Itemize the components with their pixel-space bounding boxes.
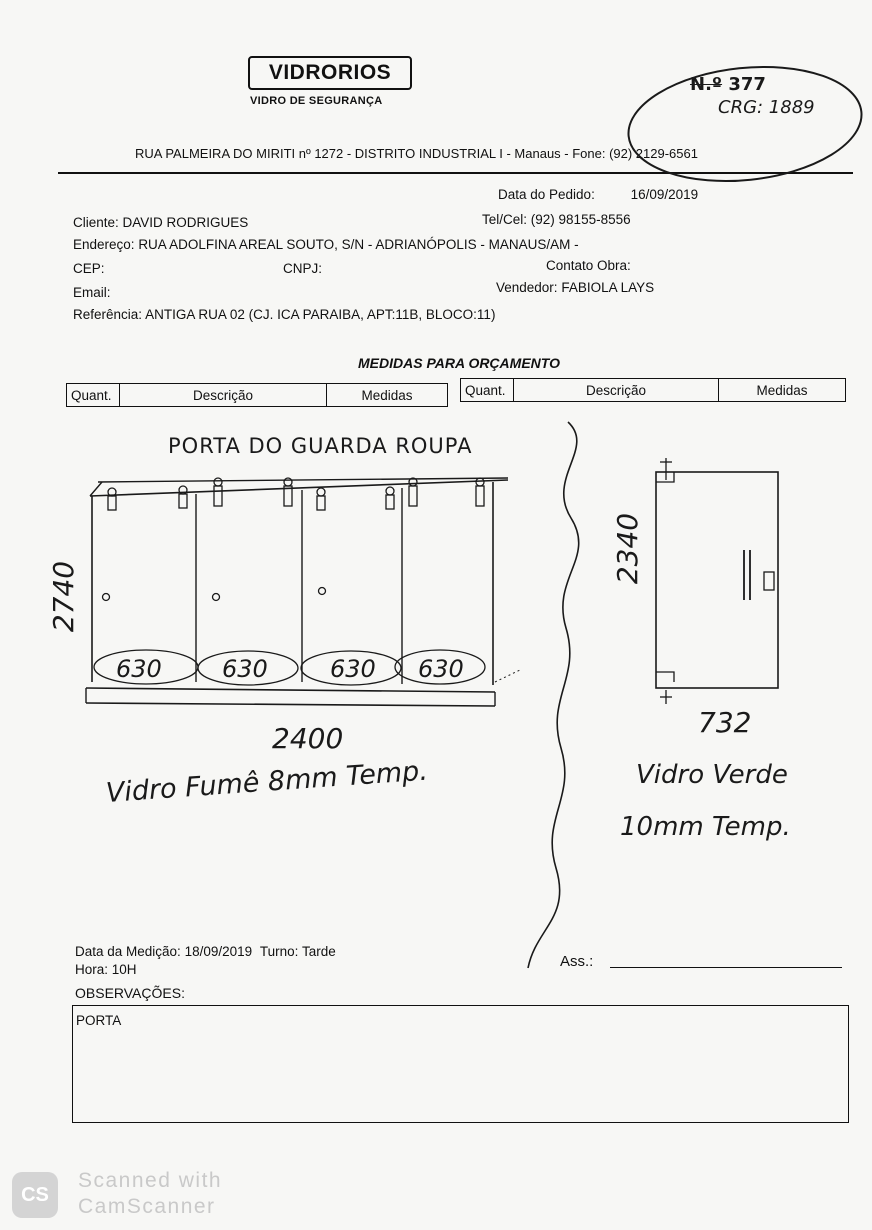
- panel-width-1: 630: [116, 655, 162, 683]
- sketch-left-height: 2740: [47, 560, 81, 633]
- order-number-label: N.º: [690, 74, 723, 95]
- table-header-right: [460, 378, 846, 402]
- observations-box[interactable]: [72, 1005, 849, 1123]
- observations-text: PORTA: [76, 1013, 122, 1028]
- hour-value: 10H: [111, 962, 137, 977]
- order-date-label: Data do Pedido:: [498, 187, 595, 202]
- observations-label: OBSERVAÇÕES:: [75, 985, 185, 1001]
- col-descricao-right: Descrição: [514, 379, 719, 402]
- reference-row: [73, 307, 495, 322]
- cep-label: CEP:: [73, 261, 105, 276]
- company-tagline: VIDRO DE SEGURANÇA: [250, 95, 383, 107]
- col-medidas-right: Medidas: [719, 379, 846, 402]
- reference-label: Referência:: [73, 307, 143, 322]
- client-value: DAVID RODRIGUES: [122, 215, 249, 230]
- seller-label: Vendedor:: [496, 280, 558, 295]
- table-header-left: [66, 383, 448, 407]
- sketch-left-glass: Vidro Fumê 8mm Temp.: [104, 755, 429, 809]
- hour-label: Hora:: [75, 962, 109, 977]
- crg-note: CRG: 1889: [718, 97, 815, 118]
- order-date-value: 16/09/2019: [630, 187, 699, 202]
- hour-row: [75, 962, 137, 977]
- camscanner-icon: CS: [12, 1172, 58, 1218]
- sketch-right-width: 732: [698, 706, 752, 739]
- signature-line[interactable]: [610, 967, 842, 968]
- phone-label: Tel/Cel:: [482, 212, 528, 227]
- contact-label: Contato Obra:: [546, 258, 631, 273]
- col-quant-left: Quant.: [67, 384, 120, 407]
- phone-row: [482, 212, 631, 227]
- order-date-row: [498, 187, 698, 202]
- panel-width-3: 630: [330, 655, 376, 683]
- client-label: Cliente:: [73, 215, 119, 230]
- email-label: Email:: [73, 285, 111, 300]
- door-sketch: [640, 450, 800, 710]
- measure-date-value: 18/09/2019: [184, 944, 253, 959]
- panel-width-4: 630: [418, 655, 464, 683]
- company-logo: VIDRORIOS: [248, 56, 412, 90]
- order-circle-annotation: [620, 62, 870, 192]
- table-title: MEDIDAS PARA ORÇAMENTO: [358, 355, 560, 371]
- col-quant-right: Quant.: [461, 379, 514, 402]
- address-value: RUA ADOLFINA AREAL SOUTO, S/N - ADRIANÓPOLIS - MANAUS/AM -: [138, 237, 579, 252]
- client-row: [73, 215, 248, 230]
- watermark-line2: CamScanner: [78, 1195, 216, 1218]
- scanner-watermark: [78, 1168, 222, 1220]
- signature-label: Ass.:: [560, 953, 594, 970]
- sketch-right-glass-line2: 10mm Temp.: [620, 812, 791, 842]
- address-row: [73, 237, 579, 252]
- sketch-right-glass-line1: Vidro Verde: [636, 760, 788, 790]
- sketch-left-width: 2400: [272, 722, 344, 755]
- reference-value: ANTIGA RUA 02 (CJ. ICA PARAIBA, APT:11B, BLOCO:11): [145, 307, 496, 322]
- seller-row: [496, 280, 654, 295]
- address-label: Endereço:: [73, 237, 135, 252]
- cnpj-label: CNPJ:: [283, 261, 323, 276]
- phone-value: (92) 98155-8556: [530, 212, 631, 227]
- watermark-line1: Scanned with: [78, 1169, 223, 1192]
- panel-width-2: 630: [222, 655, 268, 683]
- seller-value: FABIOLA LAYS: [561, 280, 655, 295]
- col-medidas-left: Medidas: [327, 384, 448, 407]
- measure-date-label: Data da Medição:: [75, 944, 181, 959]
- shift-value: Tarde: [301, 944, 336, 959]
- sketch-right-height: 2340: [611, 512, 645, 585]
- measure-date-row: [75, 944, 336, 959]
- order-number-value: 377: [728, 74, 766, 95]
- col-descricao-left: Descrição: [120, 384, 327, 407]
- sketch-left-title: PORTA DO GUARDA ROUPA: [168, 434, 473, 458]
- company-address: RUA PALMEIRA DO MIRITI nº 1272 - DISTRITO INDUSTRIAL I - Manaus - Fone: (92) 2129-6561: [135, 146, 698, 161]
- sketch-divider-squiggle: [516, 418, 586, 974]
- shift-label: Turno:: [259, 944, 299, 959]
